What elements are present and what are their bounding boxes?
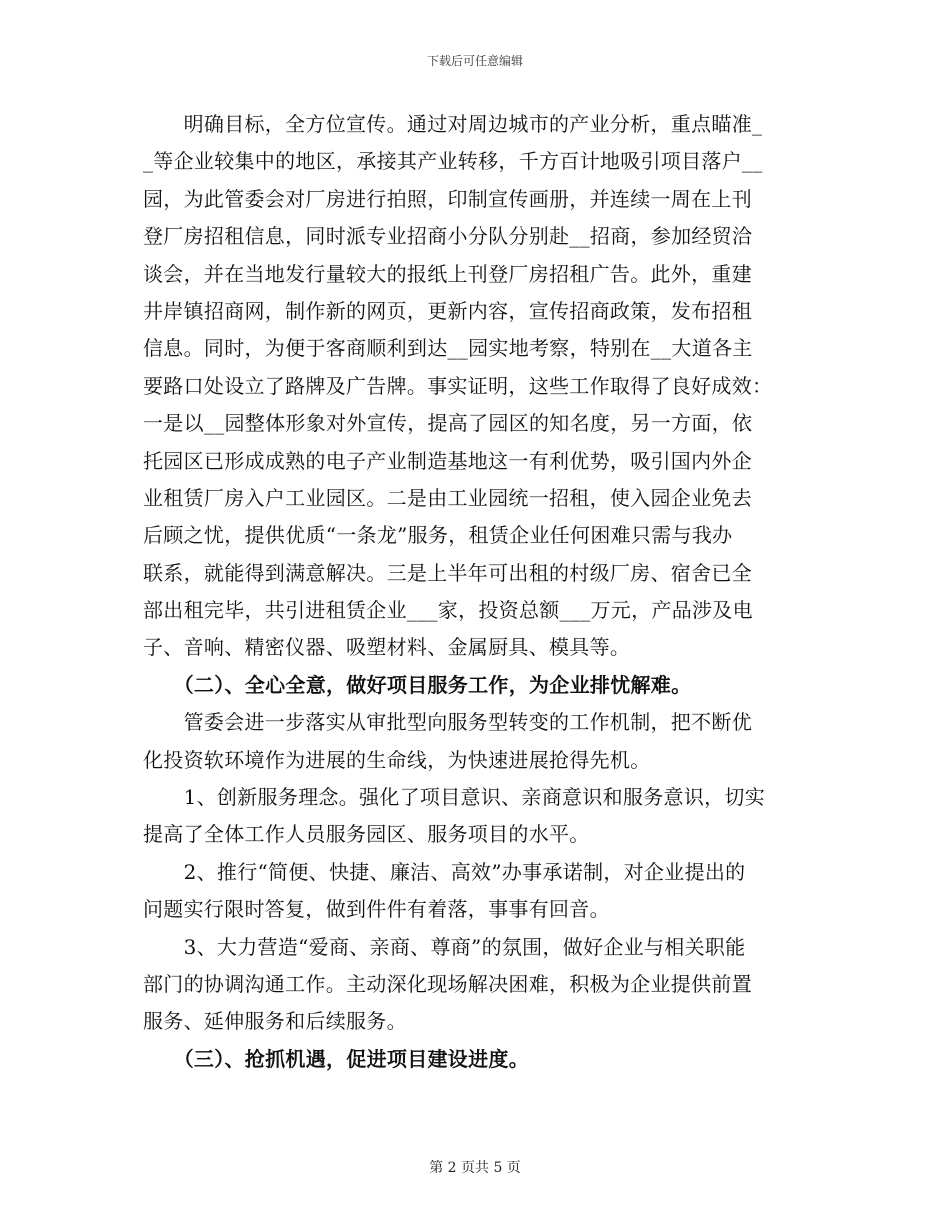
page-footer: 第 2 页共 5 页 [429,1160,521,1176]
body-line: 谈会，并在当地发行量较大的报纸上刊登厂房招租广告。此外，重建 [143,261,752,286]
body-line: 联系，就能得到满意解决。三是上半年可出租的村级厂房、宿舍已全 [143,560,752,585]
body-line: 要路口处设立了路牌及广告牌。事实证明，这些工作取得了良好成效： [143,373,773,398]
body-line: 化投资软环境作为进展的生命线，为快速进展抢得先机。 [143,747,651,772]
body-line: 业租赁厂房入户工业园区。二是由工业园统一招租，使入园企业免去 [143,485,752,510]
section-heading-3: （三）、抢抓机遇，促进项目建设进度。 [143,1046,529,1071]
body-line: 3、大力营造“爱商、亲商、尊商”的氛围，做好企业与相关职能 [143,934,746,959]
body-line: 管委会进一步落实从审批型向服务型转变的工作机制，把不断优 [143,710,752,735]
body-line: 井岸镇招商网，制作新的网页，更新内容，宣传招商政策，发布招租 [143,298,752,323]
body-line: 提高了全体工作人员服务园区、服务项目的水平。 [143,822,590,847]
body-line: 1、创新服务理念。强化了项目意识、亲商意识和服务意识，切实 [143,785,766,810]
body-line: _等企业较集中的地区，承接其产业转移，千方百计地吸引项目落户__ [143,149,763,174]
body-line: 托园区已形成成熟的电子产业制造基地这一有利优势，吸引国内外企 [143,448,752,473]
body-line: 园，为此管委会对厂房进行拍照，印制宣传画册，并连续一周在上刊 [143,186,752,211]
section-heading-2: （二）、全心全意，做好项目服务工作，为企业排忧解难。 [143,672,692,697]
body-line: 子、音响、精密仪器、吸塑材料、金属厨具、模具等。 [143,635,631,660]
body-line: 部出租完毕，共引进租赁企业___家，投资总额___万元，产品涉及电 [143,598,753,623]
body-line: 登厂房招租信息，同时派专业招商小分队分别赴__招商，参加经贸洽 [143,224,753,249]
body-line: 问题实行限时答复，做到件件有着落，事事有回音。 [143,897,610,922]
body-line: 2、推行“简便、快捷、廉洁、高效”办事承诺制，对企业提出的 [143,859,746,884]
body-line: 明确目标，全方位宣传。通过对周边城市的产业分析，重点瞄准_ [143,112,763,136]
body-line: 后顾之忧，提供优质“一条龙”服务，租赁企业任何困难只需与我办 [143,523,733,548]
document-body [143,106,807,1078]
body-line: 服务、延伸服务和后续服务。 [143,1009,407,1034]
body-line: 部门的协调沟通工作。主动深化现场解决困难，积极为企业提供前置 [143,971,752,996]
body-line: 信息。同时，为便于客商顺利到达__园实地考察，特别在__大道各主 [143,336,753,361]
body-line: 一是以__园整体形象对外宣传，提高了园区的知名度，另一方面，依 [143,411,753,436]
page-header: 下载后可任意编辑 [426,54,523,68]
